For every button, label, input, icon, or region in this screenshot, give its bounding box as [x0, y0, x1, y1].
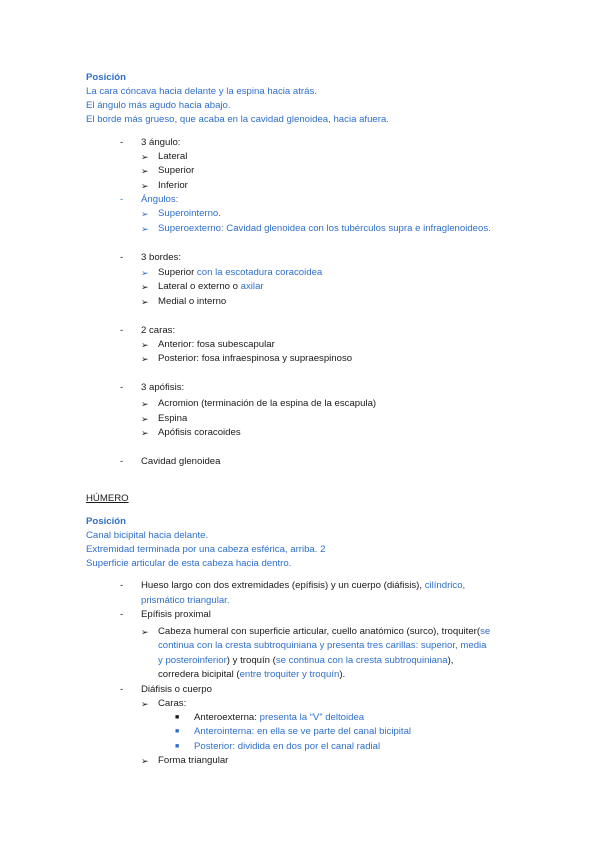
- list-text: Hueso largo con dos extremidades (epífisis) y un cuerpo (diáfisis),: [141, 580, 425, 591]
- arrow-bullet-icon: ➢: [141, 756, 149, 766]
- section-heading: Posición: [86, 516, 126, 527]
- arrow-bullet-icon: ➢: [141, 209, 149, 219]
- sub-item-text: Superointerno.: [158, 208, 221, 219]
- arrow-bullet-icon: ➢: [141, 414, 149, 424]
- sub-item-line: [158, 668, 345, 682]
- list-note: cilíndrico,: [424, 580, 466, 591]
- list-title: 3 apófisis:: [141, 382, 185, 393]
- list-title: 3 ángulo:: [141, 137, 181, 148]
- intro-line: El ángulo más agudo hacia abajo.: [86, 100, 231, 111]
- square-bullet-icon: ■: [175, 728, 180, 735]
- sub-item-text: Caras:: [158, 698, 187, 709]
- arrow-bullet-icon: ➢: [141, 166, 149, 176]
- arrow-bullet-icon: ➢: [141, 152, 149, 162]
- arrow-bullet-icon: ➢: [141, 354, 149, 364]
- section-heading: Posición: [86, 72, 126, 83]
- sub-sub-item-text: Anterointerna:: [194, 726, 257, 737]
- intro-line: Superficie articular de esta cabeza hacia dentro.: [86, 558, 292, 569]
- list-title: 2 caras:: [141, 325, 176, 336]
- sub-item-text: Lateral o externo o: [158, 281, 241, 292]
- list-note: prismático triangular.: [141, 595, 230, 606]
- dash-bullet: -: [120, 137, 124, 148]
- sub-sub-item-text: Anteroexterna:: [194, 712, 260, 723]
- sub-item-note: se: [480, 626, 491, 637]
- dash-bullet: -: [120, 609, 124, 620]
- sub-item-text: Posterior: fosa infraespinosa y supraespinoso: [158, 353, 353, 364]
- sub-item-text: ).: [339, 669, 346, 680]
- sub-item-note: entre troquiter y troquín: [239, 669, 340, 680]
- sub-sub-item-note: en ella se ve parte del canal bicipital: [256, 726, 412, 737]
- sub-item-text: Acromion (terminación de la espina de la escapula): [158, 398, 377, 409]
- arrow-bullet-icon: ➢: [141, 282, 149, 292]
- intro-line: El borde más grueso, que acaba en la cavidad glenoidea, hacia afuera.: [86, 114, 389, 125]
- arrow-bullet-icon: ➢: [141, 224, 149, 234]
- arrow-bullet-icon: ➢: [141, 399, 149, 409]
- arrow-bullet-icon: ➢: [141, 181, 149, 191]
- list-title: Cavidad glenoidea: [141, 456, 221, 467]
- sub-item-text: Apófisis coracoides: [158, 427, 241, 438]
- sub-item-text: Espina: [158, 413, 188, 424]
- sub-item-note: con la escotadura coracoidea: [194, 267, 323, 278]
- list-title: Ángulos:: [141, 194, 179, 205]
- sub-sub-item-note: presenta la “V” deltoidea: [259, 712, 365, 723]
- intro-line: La cara cóncava hacia delante y la espina hacia atrás.: [86, 86, 317, 97]
- sub-item-text: Anterior: fosa subescapular: [158, 339, 275, 350]
- list-title: 3 bordes:: [141, 252, 182, 263]
- sub-sub-item-note: dividida en dos por el canal radial: [237, 741, 381, 752]
- sub-item-text: Medial o interno: [158, 296, 227, 307]
- sub-item-text: Inferior: [158, 180, 188, 191]
- sub-item-text: ) y troquín (: [226, 655, 276, 666]
- intro-line: Canal bicipital hacia delante.: [86, 530, 209, 541]
- sub-item-text: Superior: [158, 165, 195, 176]
- sub-item-text: Superoexterno: Cavidad glenoidea con los tubérculos supra e infraglenoideos.: [158, 223, 491, 234]
- section-title: HÚMERO: [86, 493, 129, 504]
- sub-item-text: Superior: [158, 267, 195, 278]
- dash-bullet: -: [120, 194, 124, 205]
- arrow-bullet-icon: ➢: [141, 428, 149, 438]
- dash-bullet: -: [120, 580, 124, 591]
- sub-item-text: Lateral: [158, 151, 188, 162]
- list-title: Epífisis proximal: [141, 609, 211, 620]
- list-title: Diáfisis o cuerpo: [141, 684, 212, 695]
- dash-bullet: -: [120, 325, 124, 336]
- dash-bullet: -: [120, 252, 124, 263]
- sub-sub-item-text: Posterior:: [194, 741, 238, 752]
- square-bullet-icon: ■: [175, 743, 180, 750]
- sub-item-text: Cabeza humeral con superficie articular, cuello anatómico (surco), troquiter(: [158, 626, 481, 637]
- sub-item-line: [158, 654, 453, 668]
- arrow-bullet-icon: ➢: [141, 297, 149, 307]
- sub-item-note: axilar: [240, 281, 264, 292]
- dash-bullet: -: [120, 382, 124, 393]
- arrow-bullet-icon: ➢: [141, 627, 149, 637]
- sub-item-text: ),: [447, 655, 454, 666]
- dash-bullet: -: [120, 684, 124, 695]
- dash-bullet: -: [120, 456, 124, 467]
- sub-item-text: corredera bicipital (: [158, 669, 240, 680]
- arrow-bullet-icon: ➢: [141, 268, 149, 278]
- sub-item-note: y posteroinferior: [158, 655, 227, 666]
- intro-line: Extremidad terminada por una cabeza esférica, arriba. 2: [86, 544, 326, 555]
- square-bullet-icon: ■: [175, 714, 180, 721]
- sub-item-text: Forma triangular: [158, 755, 229, 766]
- arrow-bullet-icon: ➢: [141, 340, 149, 350]
- sub-item-note: continua con la cresta subtroquiniana y presenta tres carillas: superior, media: [158, 640, 487, 651]
- sub-item-note: se continua con la cresta subtroquiniana: [275, 655, 448, 666]
- arrow-bullet-icon: ➢: [141, 699, 149, 709]
